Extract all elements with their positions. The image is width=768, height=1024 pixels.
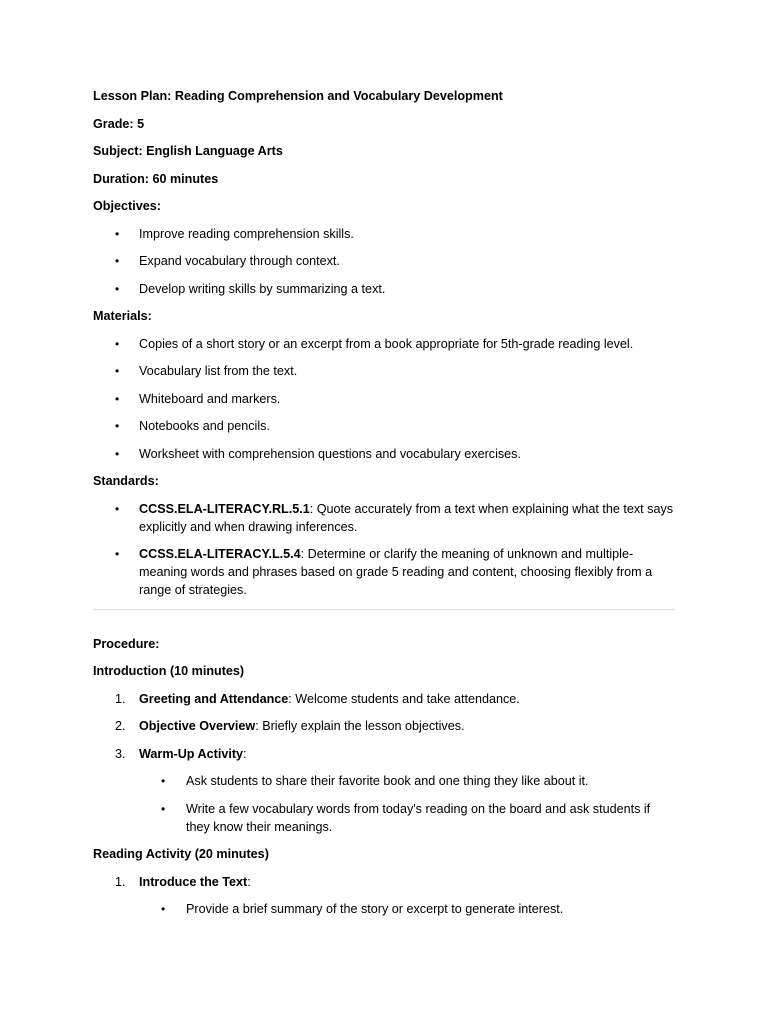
list-item <box>93 500 675 536</box>
list-item <box>93 390 675 408</box>
introduction-steps <box>93 690 675 836</box>
bullet-icon: • <box>161 774 166 788</box>
list-item-text: Copies of a short story or an excerpt from a book appropriate for 5th-grade reading level. <box>139 336 634 351</box>
step-number: 1. <box>115 691 126 706</box>
bullet-icon: • <box>115 281 120 296</box>
bullet-icon: • <box>115 547 120 561</box>
standard-code: CCSS.ELA-LITERACY.RL.5.1 <box>139 501 310 516</box>
list-item <box>93 362 675 380</box>
step-label: Greeting and Attendance <box>139 691 289 706</box>
list-item <box>93 252 675 270</box>
list-item <box>93 900 675 918</box>
step-text: : Briefly explain the lesson objectives. <box>255 719 465 733</box>
list-item <box>93 745 675 763</box>
bullet-icon: • <box>115 446 120 461</box>
introduction-heading: Introduction (10 minutes) <box>93 664 245 678</box>
bullet-icon: • <box>115 254 120 268</box>
bullet-icon: • <box>115 226 120 241</box>
standard-text: : Determine or clarify the meaning of unknown and multiple- <box>300 547 634 561</box>
step-text: : Welcome students and take attendance. <box>288 691 520 706</box>
bullet-icon: • <box>161 801 166 816</box>
bullet-icon: • <box>161 902 166 916</box>
materials-list <box>93 335 675 463</box>
step-text: : <box>247 874 251 889</box>
lesson-title: Lesson Plan: Reading Comprehension and Vocabulary Development <box>93 89 503 103</box>
procedure-heading: Procedure: <box>93 636 160 651</box>
list-item-text: Whiteboard and markers. <box>139 391 281 406</box>
grade-line: Grade: 5 <box>93 116 145 131</box>
list-item-text: Vocabulary list from the text. <box>139 364 298 378</box>
reading-activity-heading: Reading Activity (20 minutes) <box>93 847 269 861</box>
standard-text: : Quote accurately from a text when explaining what the text says <box>309 501 674 516</box>
list-item <box>93 225 675 243</box>
list-item <box>93 335 675 353</box>
list-item <box>93 690 675 708</box>
step-number: 2. <box>115 719 126 733</box>
bullet-icon: • <box>115 364 120 378</box>
list-item-text: Write a few vocabulary words from today's reading on the board and ask students if <box>186 801 651 816</box>
list-item <box>93 545 675 599</box>
list-item-text-continued: they know their meanings. <box>186 819 333 834</box>
objectives-heading: Objectives: <box>93 199 161 213</box>
document-page <box>93 87 675 928</box>
list-item-text: Expand vocabulary through context. <box>139 254 340 268</box>
section-divider <box>93 609 675 610</box>
list-item <box>93 873 675 891</box>
subject-line: Subject: English Language Arts <box>93 144 283 158</box>
bullet-icon: • <box>115 501 120 516</box>
list-item <box>93 280 675 298</box>
materials-heading: Materials: <box>93 309 152 323</box>
list-item <box>93 717 675 735</box>
step-number: 1. <box>115 874 126 889</box>
bullet-icon: • <box>115 336 120 351</box>
step-label: Objective Overview <box>139 719 256 733</box>
bullet-icon: • <box>115 391 120 406</box>
standards-list <box>93 500 675 600</box>
list-item-text: Improve reading comprehension skills. <box>139 226 354 241</box>
step-number: 3. <box>115 746 126 761</box>
list-item-text: Ask students to share their favorite book and one thing they like about it. <box>186 774 589 788</box>
list-item-text: Worksheet with comprehension questions and vocabulary exercises. <box>139 446 521 461</box>
standard-text-continued: meaning words and phrases based on grade 5 reading and content, choosing flexibly from a <box>139 565 653 579</box>
bullet-icon: • <box>115 419 120 433</box>
list-item <box>93 445 675 463</box>
step-label: Warm-Up Activity <box>139 746 244 761</box>
list-item <box>93 417 675 435</box>
standard-code: CCSS.ELA-LITERACY.L.5.4 <box>139 547 301 561</box>
list-item <box>93 772 675 790</box>
list-item-text: Develop writing skills by summarizing a text. <box>139 281 386 296</box>
reading-steps <box>93 873 675 919</box>
objectives-list <box>93 225 675 298</box>
step-text: : <box>243 746 247 761</box>
standard-text-continued: range of strategies. <box>139 583 247 597</box>
duration-line: Duration: 60 minutes <box>93 171 219 186</box>
list-item-text: Provide a brief summary of the story or excerpt to generate interest. <box>186 902 564 916</box>
standards-heading: Standards: <box>93 474 159 488</box>
standard-text-continued: explicitly and when drawing inferences. <box>139 519 358 534</box>
step-label: Introduce the Text <box>139 874 248 889</box>
list-item-text: Notebooks and pencils. <box>139 419 270 433</box>
list-item <box>93 800 675 836</box>
